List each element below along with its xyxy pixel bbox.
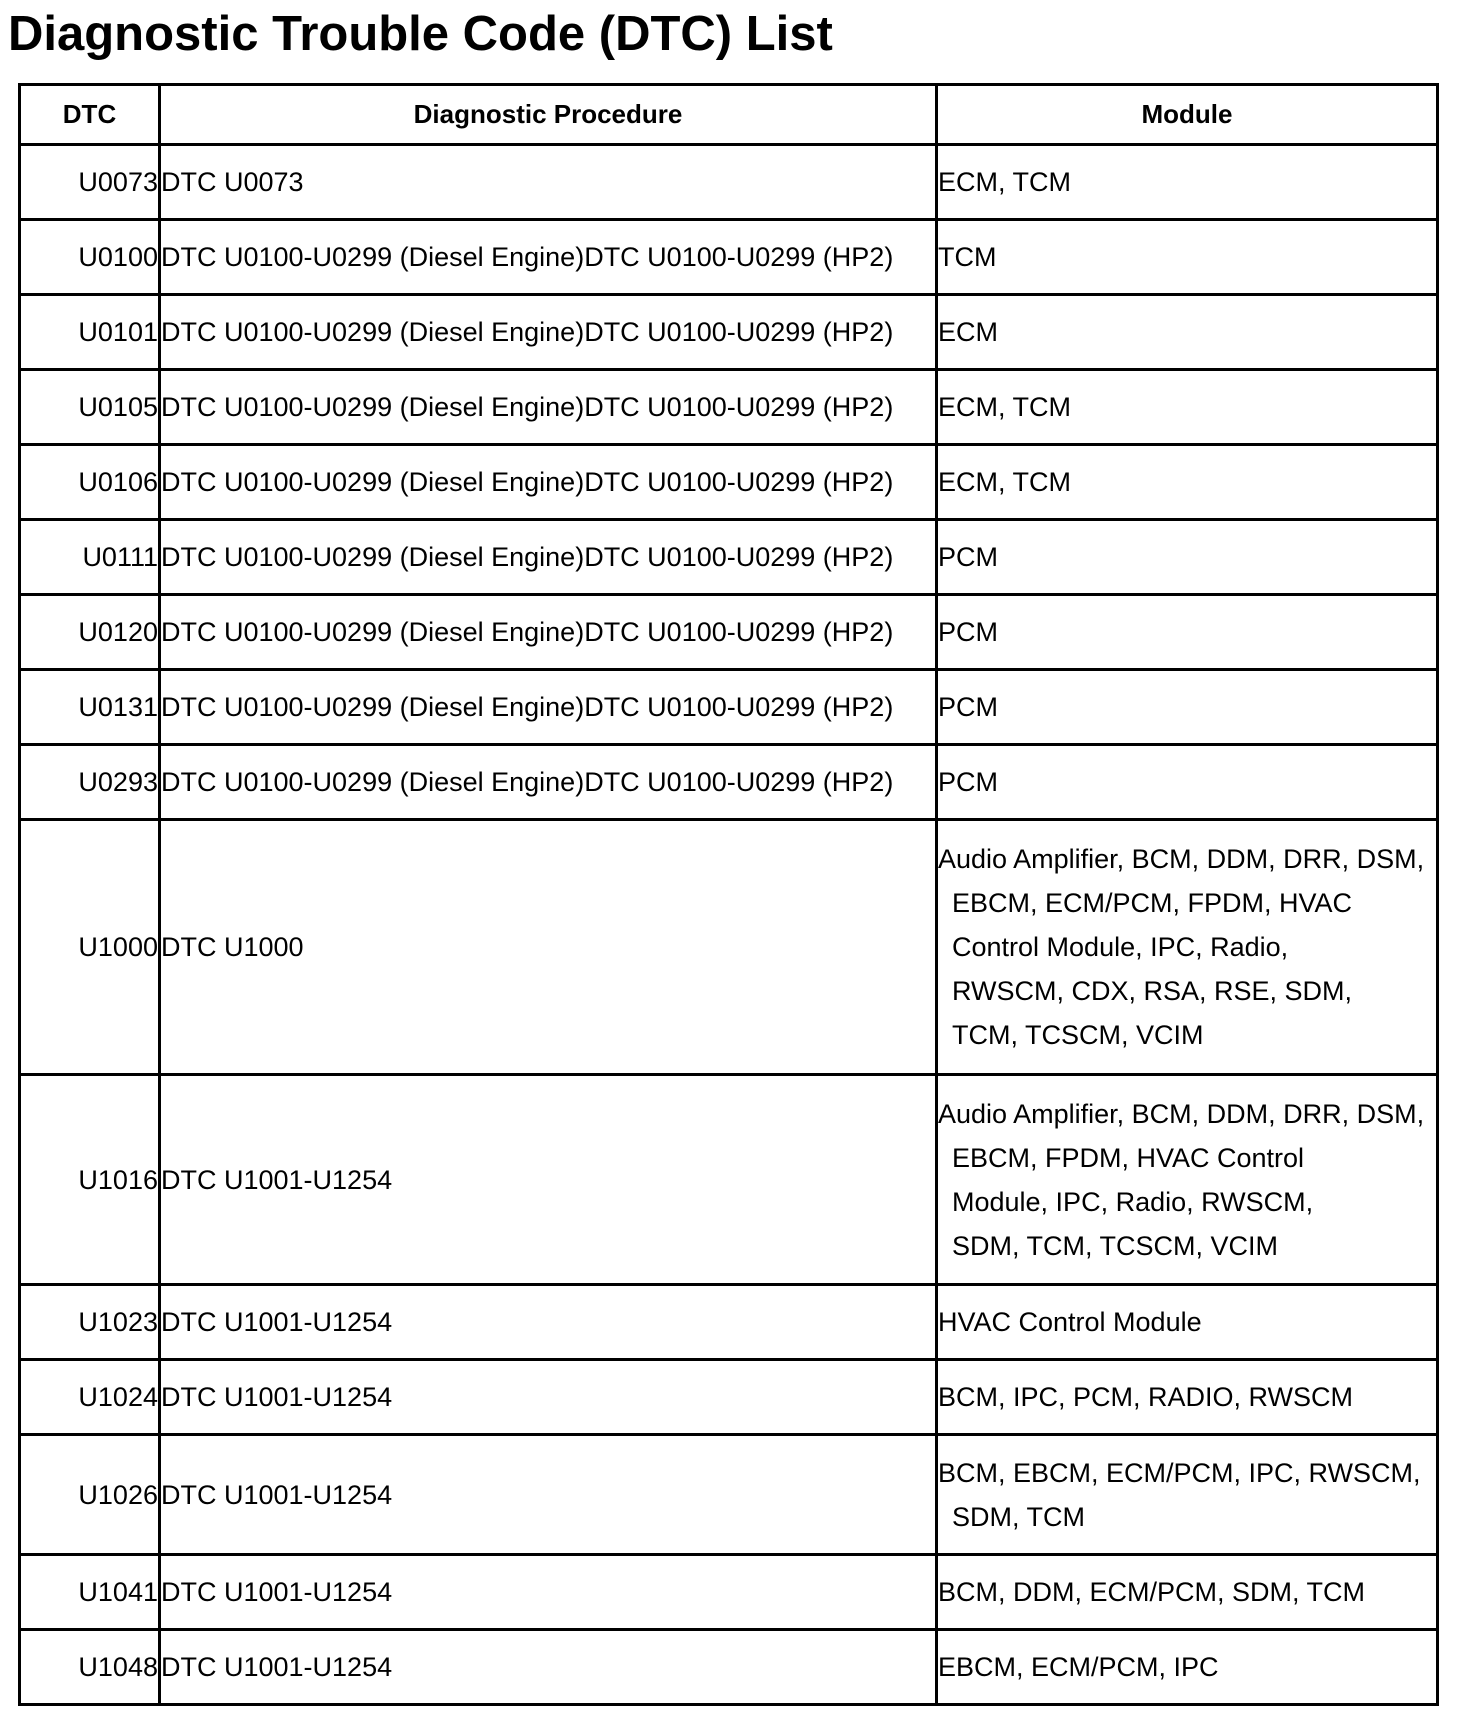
diagnostic-procedure-cell: DTC U1001-U1254 [160,1075,937,1285]
dtc-code-cell: U0073 [20,145,160,220]
table-row [20,145,1438,220]
dtc-code-cell: U0105 [20,370,160,445]
module-cell [937,670,1438,745]
table-row [20,445,1438,520]
table-row [20,1075,1438,1285]
diagnostic-procedure-cell: DTC U0100-U0299 (Diesel Engine)DTC U0100-U0299 (HP2) [160,445,937,520]
dtc-code-cell: U1024 [20,1360,160,1435]
module-line: ECM, TCM [938,167,1071,197]
dtc-code-cell: U0131 [20,670,160,745]
table-row [20,670,1438,745]
module-line: EBCM, ECM/PCM, FPDM, HVAC [952,888,1353,918]
table-row [20,520,1438,595]
diagnostic-procedure-cell: DTC U1001-U1254 [160,1630,937,1705]
diagnostic-procedure-cell: DTC U0100-U0299 (Diesel Engine)DTC U0100-U0299 (HP2) [160,295,937,370]
table-row [20,745,1438,820]
dtc-code-cell: U1048 [20,1630,160,1705]
diagnostic-procedure-cell: DTC U0100-U0299 (Diesel Engine)DTC U0100-U0299 (HP2) [160,220,937,295]
diagnostic-procedure-cell: DTC U0100-U0299 (Diesel Engine)DTC U0100-U0299 (HP2) [160,670,937,745]
module-cell [937,445,1438,520]
table-row [20,1630,1438,1705]
diagnostic-procedure-cell: DTC U1001-U1254 [160,1555,937,1630]
module-cell [937,220,1438,295]
diagnostic-procedure-cell: DTC U0073 [160,145,937,220]
module-line: PCM [938,692,998,722]
column-header-dtc: DTC [20,85,160,145]
module-cell [937,145,1438,220]
module-line: SDM, TCM, TCSCM, VCIM [952,1230,1279,1261]
module-cell [937,820,1438,1075]
module-line: PCM [938,767,998,797]
dtc-code-cell: U1023 [20,1285,160,1360]
table-row [20,1360,1438,1435]
module-cell [937,1075,1438,1285]
module-line: BCM, IPC, PCM, RADIO, RWSCM [938,1382,1354,1412]
diagnostic-procedure-cell: DTC U0100-U0299 (Diesel Engine)DTC U0100-U0299 (HP2) [160,745,937,820]
diagnostic-procedure-cell: DTC U0100-U0299 (Diesel Engine)DTC U0100-U0299 (HP2) [160,520,937,595]
diagnostic-procedure-cell: DTC U1001-U1254 [160,1360,937,1435]
module-line: Control Module, IPC, Radio, [952,932,1289,962]
dtc-code-cell: U0111 [20,520,160,595]
module-cell [937,1285,1438,1360]
table-row [20,370,1438,445]
module-line: BCM, DDM, ECM/PCM, SDM, TCM [938,1577,1365,1607]
module-cell [937,595,1438,670]
module-cell [937,520,1438,595]
table-row [20,1285,1438,1360]
diagnostic-procedure-cell: DTC U1000 [160,820,937,1075]
module-cell [937,1630,1438,1705]
module-line: Audio Amplifier, BCM, DDM, DRR, DSM, [938,844,1425,874]
module-cell [937,1360,1438,1435]
table-body [20,145,1438,1705]
table-header-row [20,85,1438,145]
table-row [20,595,1438,670]
diagnostic-procedure-cell: DTC U0100-U0299 (Diesel Engine)DTC U0100-U0299 (HP2) [160,595,937,670]
module-line: HVAC Control Module [938,1307,1202,1337]
column-header-module: Module [937,85,1438,145]
table-row [20,1435,1438,1555]
module-cell [937,1555,1438,1630]
table-row [20,220,1438,295]
module-line: RWSCM, CDX, RSA, RSE, SDM, [952,976,1353,1006]
dtc-code-cell: U0120 [20,595,160,670]
dtc-code-cell: U0106 [20,445,160,520]
dtc-code-cell: U1016 [20,1075,160,1285]
dtc-table [18,83,1439,1706]
dtc-code-cell: U1000 [20,820,160,1075]
table-row [20,820,1438,1075]
table-row [20,1555,1438,1630]
dtc-code-cell: U0100 [20,220,160,295]
dtc-code-cell: U1041 [20,1555,160,1630]
diagnostic-procedure-cell: DTC U0100-U0299 (Diesel Engine)DTC U0100-U0299 (HP2) [160,370,937,445]
module-line: SDM, TCM [952,1501,1085,1532]
page-title: Diagnostic Trouble Code (DTC) List [8,7,833,61]
module-line: PCM [938,617,998,647]
module-line: PCM [938,542,998,572]
module-line: TCM [938,242,997,272]
module-line: BCM, EBCM, ECM/PCM, IPC, RWSCM, [938,1457,1421,1488]
diagnostic-procedure-cell: DTC U1001-U1254 [160,1435,937,1555]
module-cell [937,745,1438,820]
dtc-code-cell: U0293 [20,745,160,820]
diagnostic-procedure-cell: DTC U1001-U1254 [160,1285,937,1360]
module-line: EBCM, ECM/PCM, IPC [938,1652,1219,1682]
table-row [20,295,1438,370]
module-line: ECM, TCM [938,467,1071,497]
module-line: ECM, TCM [938,392,1071,422]
module-line: ECM [938,317,998,347]
module-line: TCM, TCSCM, VCIM [952,1020,1204,1050]
column-header-procedure: Diagnostic Procedure [160,85,937,145]
module-cell [937,370,1438,445]
module-line: EBCM, FPDM, HVAC Control [952,1142,1305,1173]
dtc-code-cell: U0101 [20,295,160,370]
module-cell [937,295,1438,370]
module-cell [937,1435,1438,1555]
module-line: Module, IPC, Radio, RWSCM, [952,1186,1314,1217]
dtc-code-cell: U1026 [20,1435,160,1555]
module-line: Audio Amplifier, BCM, DDM, DRR, DSM, [938,1098,1425,1129]
